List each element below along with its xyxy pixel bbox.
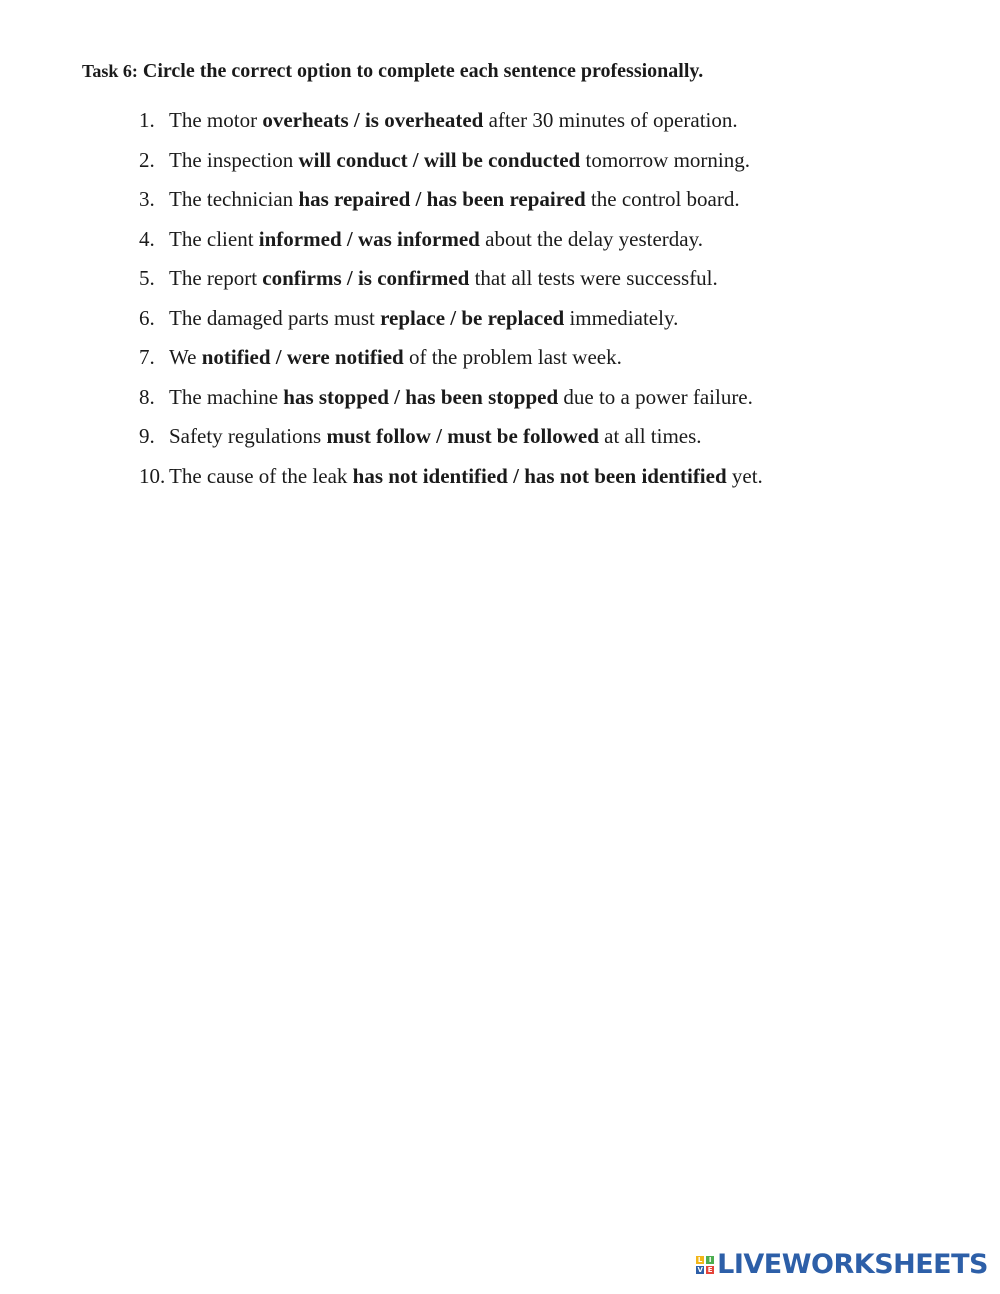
sentence-start: We [169, 345, 202, 369]
logo-tile: L [697, 1255, 703, 1264]
exercise-item-7 [139, 345, 763, 385]
exercise-item-1 [139, 108, 763, 148]
exercise-item-3 [139, 187, 763, 227]
exercise-item-4 [139, 227, 763, 267]
item-sentence [169, 424, 702, 449]
liveworksheets-logo-icon [696, 1256, 714, 1274]
exercise-item-10 [139, 464, 763, 504]
item-number: 8. [139, 384, 155, 409]
item-sentence [169, 345, 622, 370]
item-sentence [169, 266, 718, 291]
exercise-list [139, 108, 763, 503]
sentence-start: Safety regulations [169, 424, 327, 448]
answer-options[interactable]: must follow / must be followed [326, 424, 599, 448]
liveworksheets-brand[interactable] [696, 1249, 988, 1280]
sentence-start: The cause of the leak [169, 463, 353, 488]
logo-tile: V [697, 1265, 703, 1274]
exercise-item-2 [139, 148, 763, 188]
item-sentence [169, 306, 678, 331]
item-number: 5. [139, 266, 155, 290]
sentence-end: the control board. [585, 187, 740, 211]
item-sentence [169, 148, 750, 173]
sentence-end: that all tests were successful. [469, 266, 718, 290]
exercise-item-5 [139, 266, 763, 306]
item-sentence [169, 187, 740, 212]
item-sentence [169, 385, 753, 410]
sentence-end: immediately. [564, 305, 679, 330]
answer-options[interactable]: has repaired / has been repaired [298, 187, 586, 211]
sentence-end: due to a power failure. [558, 384, 753, 409]
sentence-start: The damaged parts must [169, 305, 381, 330]
brand-name: LIVEWORKSHEETS [717, 1249, 988, 1280]
answer-options[interactable]: confirms / is confirmed [262, 266, 470, 290]
answer-options[interactable]: informed / was informed [258, 226, 480, 251]
sentence-start: The client [169, 226, 259, 251]
sentence-end: tomorrow morning. [580, 147, 750, 172]
sentence-start: The machine [169, 384, 284, 409]
item-number: 2. [139, 147, 155, 172]
exercise-item-9 [139, 424, 763, 464]
item-number: 10. [139, 463, 166, 488]
answer-options[interactable]: replace / be replaced [380, 305, 565, 330]
task-instruction: Circle the correct option to complete each sentence professionally. [142, 60, 704, 82]
answer-options[interactable]: overheats / is overheated [262, 108, 484, 132]
item-sentence [169, 227, 703, 252]
answer-options[interactable]: has not identified / has not been identified [352, 463, 727, 488]
sentence-end: at all times. [598, 424, 702, 448]
exercise-item-8 [139, 385, 763, 425]
answer-options[interactable]: will conduct / will be conducted [298, 147, 581, 172]
sentence-start: The motor [169, 108, 263, 132]
logo-tile: E [707, 1265, 713, 1274]
item-sentence [169, 108, 738, 133]
answer-options[interactable]: notified / were notified [201, 345, 404, 369]
item-number: 3. [139, 187, 155, 211]
sentence-end: after 30 minutes of operation. [483, 108, 738, 132]
exercise-item-6 [139, 306, 763, 346]
sentence-end: of the problem last week. [403, 345, 622, 369]
answer-options[interactable]: has stopped / has been stopped [283, 384, 559, 409]
item-number: 9. [139, 424, 155, 448]
item-number: 7. [139, 345, 155, 369]
page-title [82, 60, 703, 83]
item-number: 6. [139, 305, 155, 330]
item-sentence [169, 464, 763, 489]
sentence-end: yet. [726, 463, 763, 488]
sentence-end: about the delay yesterday. [479, 226, 704, 251]
sentence-start: The inspection [169, 147, 299, 172]
logo-tile: I [706, 1256, 714, 1264]
item-number: 1. [139, 108, 155, 132]
item-number: 4. [139, 226, 155, 251]
sentence-start: The technician [169, 187, 299, 211]
task-label: Task 6: [82, 61, 138, 81]
sentence-start: The report [169, 266, 263, 290]
